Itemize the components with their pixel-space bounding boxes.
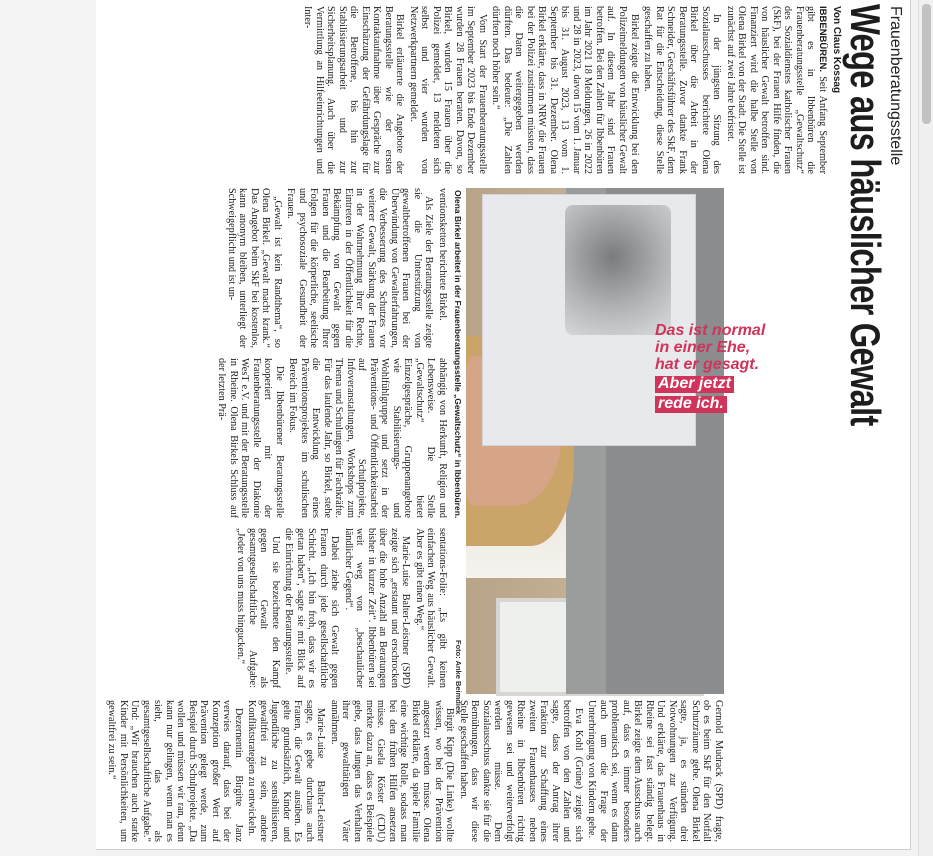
paragraph: sentations-Folie: „Es gibt keinen einfachen Weg aus häuslicher Gewalt. Aber es gibt einen Weg.“ — [413, 528, 448, 688]
scrollbar-thumb[interactable] — [922, 4, 931, 124]
paragraph: Gernold Mudrack (SPD) fragte, ob es beim SkF für den Notfall Schutzräume gebe. Olena Birkel sagte, ja, es stünden drei Notwohnungen zur Verfügung. Und erklärte, das Frauenhaus in Rheine sei fast ständig belegt. Birkel zeigte dem Ausschuss auch auf, dass es immer besonders problematisch sei, wenn es dann auch um die Frage der Unterbringung von Kindern gehe. — [586, 700, 724, 842]
article-column-1 — [108, 6, 828, 174]
paragraph: Birkel zeigte die Entwicklung bei den Polizeimeldungen von häuslicher Gewalt auf. In diesem Jahr sind Frauen betroffen. Bei den Zahlen für Ibbenbüren im Jahr 2021 18 Meldungen, 26 in 2022 und 28 in 2023, davon 15 vom 1. Januar bis 31. August 2023, 13 vom 1. September bis 31. Dezember. Olena Birkel erklärte, dass in NRW die Frauen bei der Polizei zustimmen müssten, dass die Daten weitergegeben werden dürften. Das bedeute: „Die Zahlen dürften noch höher sein.“ — [490, 6, 640, 174]
article-column-2 — [108, 188, 448, 348]
paragraph: IBBENBÜREN. Seit Anfang September gibt es in Ibbenbüren die Frauenberatungsstelle „Gewaltschutz“ des Sozialdienstes katholischer Frauen (SkF), bei der Frauen Hilfe finden, die von häuslicher Gewalt betroffen sind. Finanziert wird die halbe Stelle von Olena Birkel von der Stadt. Die Stelle ist zunächst auf zwei Jahre befristet. — [724, 6, 828, 174]
article-headline: Wege aus häuslicher Gewalt — [842, 4, 889, 426]
paragraph: In der jüngsten Sitzung des Sozialausschusses berichtete Olena Birkel über die Arbeit in der Beratungsstelle. Zuvor dankte Frank Schneider, Geschäftsführer des SkF, dem Rat für die Entscheidung, diese Stelle geschaffen zu haben. — [642, 6, 723, 174]
dateline: IBBENBÜREN. — [817, 6, 828, 72]
paragraph: Die Ibbenbürener Beratungsstelle kooperiert mit der Frauenberatungsstelle der Diakonie WesT e.V. und mit der Beratungsstelle in Rheine. Olena Birkels Schluss auf der letzten Prä- — [216, 358, 285, 518]
paragraph: Eva Kohl (Grüne) zeigte sich betroffen von den Zahlen und sagte, dass der Antrag ihrer Fraktion zur Schaffung eines zweiten Frauenhauses neben Rheine in Ibbenbüren richtig gewesen sei und weiterverfolgt werden müsse. Dem Sozialausschuss dankte sie für die Bemühungen, dass wir diese Stelle geschaffen haben. — [457, 700, 584, 842]
paragraph: Dezernentin Birgitte Janz verwies darauf, dass bei der Konzeption großer Wert auf Prävention gelegt werde, zum Beispiel durch Schulprojekte. „Da wollen und müssen wir ran, denn kann nur gelingen, wenn man es sieht, das als gesamtgesellschaftliche Aufgabe.“ Und: „Wir brauchen auch starke Kinder mit Persönlichkeiten, um gewaltfrei zu sein.“ — [106, 700, 244, 842]
paragraph: Birgit Kipp (Die Linke) wollte wissen, wo bei der Prävention angesetzt werden müsse. Olena Birkel erklärte, da spiele Familie eine wichtige Rolle, sodass man bei den frühen Hilfen ansetzen müsse. Gisela Köster (CDU) merkte dazu an, dass es Beispiele gebe, dass Jungen das Verhalten ihrer gewalttätigen Väter annähmen. — [328, 700, 456, 842]
article-kicker: Frauenberatungsstelle — [887, 6, 904, 166]
article-column-3 — [108, 358, 448, 518]
paragraph: Marie-Luise Balter-Leistner (SPD) zeigte sich „erstaunt und erschrocken über die hohe Anzahl an Beratungen bisher in kurzer Zeit“. Ibbenbüren sei weit weg von „beschaulicher ländlicher Gegend“. — [342, 528, 412, 688]
paragraph: Vom Start der Frauenberatungsstelle im September 2023 bis Ende Dezember wurden 28 Frauen beraten. Davon, so Birkel, wurden 15 Frauen über die Polizei gemeldet, 13 meldeten sich selbst und vier wurden von Netzwerkpartnern gemeldet. — [407, 6, 488, 174]
paragraph: Als Ziele der Beratungsstelle zeigte sie die Unterstützung von gewaltbetroffenen Frauen bei der Überwindung von Gewalterfahrungen, die Verbesserung des Schutzes vor weiterer Gewalt, Stärkung der Frauen in der Wahrnehmung ihrer Rechte, Eintreten in der Öffentlichkeit für die Bekämpfung von Gewalt gegen Frauen und die Bearbeitung Ihrer Folgen für die körperliche, seelische und psychosoziale Gesundheit der Frauen. — [285, 188, 435, 348]
article-column-5 — [108, 700, 724, 842]
poster-text: Das ist normal in einer Ehe, hat er gesagt. Aber jetzt rede ich. — [655, 322, 766, 413]
article-byline: Von Claus Kossag — [831, 6, 842, 94]
poster-portrait — [565, 205, 671, 335]
photo-credit: Foto: Anke Beimdiek — [454, 640, 463, 715]
paragraph: Marie-Luise Balter-Leistner sagte, es gebe durchaus auch Frauen, die Gewalt ausüben. Es gelte grundsätzlich, Kinder und Jugendliche zu sensibilisieren, gewaltfrei zu sein, andere Konfliktstrategien zu entwickeln. — [246, 700, 327, 842]
newspaper-article — [100, 0, 906, 849]
paragraph: abhängig von Herkunft, Religion und Lebensweise. Die Stelle „Gewaltschutz“ bietet Einzelgespräche, Gruppenangebote wie Stabilisierungs- und Wohlfühlgruppe und setzt in der Präventions- und Öffentlichkeitsarbeit auf Schulprojekte, Infoveranstaltungen, Workshops zum Thema und Schulungen für Fachkräfte. Für das laufende Jahr, so Birkel, stehe die Entwicklung eines Präventionsprojektes im schulischen Bereich im Fokus. — [287, 358, 448, 518]
article-column-4 — [108, 528, 448, 688]
paragraph: Birkel erläuterte die Angebote der Beratungsstelle wie der ersten Kontaktaufnahme über Gespräche zur Einschätzung der Gefährdungslage für die Betroffene, bis hin zur Stabilisierungsarbeit und zur Sicherheitsplanung. Auch über die Vermittlung an Hilfeeinrichtungen und Inter- — [302, 6, 406, 174]
paragraph: Dabei ziehe sich Gewalt gegen Frauen durch jede gesellschaftliche Schicht. „Ich bin froh, dass wir es getan haben“, sagte sie mit Blick auf die Einrichtung der Beratungsstelle. — [283, 528, 341, 688]
article-photo — [466, 188, 766, 694]
paragraph: Und sie bezeichnete den Kampf gegen Gewalt als gesamtgesellschaftliche Aufgabe: „Jeder von uns muss hingucken.“ — [235, 528, 281, 688]
photo-caption: Olena Birkel arbeitet in der Frauenberatungsstelle „Gewaltschutz“ in Ibbenbüren. — [453, 190, 463, 519]
campaign-poster — [482, 194, 766, 446]
vertical-scrollbar[interactable] — [918, 0, 933, 856]
rotated-article — [100, 0, 906, 849]
paragraph: „Gewalt ist kein Randthema“, so Olena Birkel. „Gewalt macht krank.“ Das Angebot beim SkF bei kostenlos, kann anonym bleiben, unterliegt der Schweigepflicht und ist un- — [225, 188, 283, 348]
paragraph: ventionsketten berichtete Birkel. — [437, 188, 448, 321]
